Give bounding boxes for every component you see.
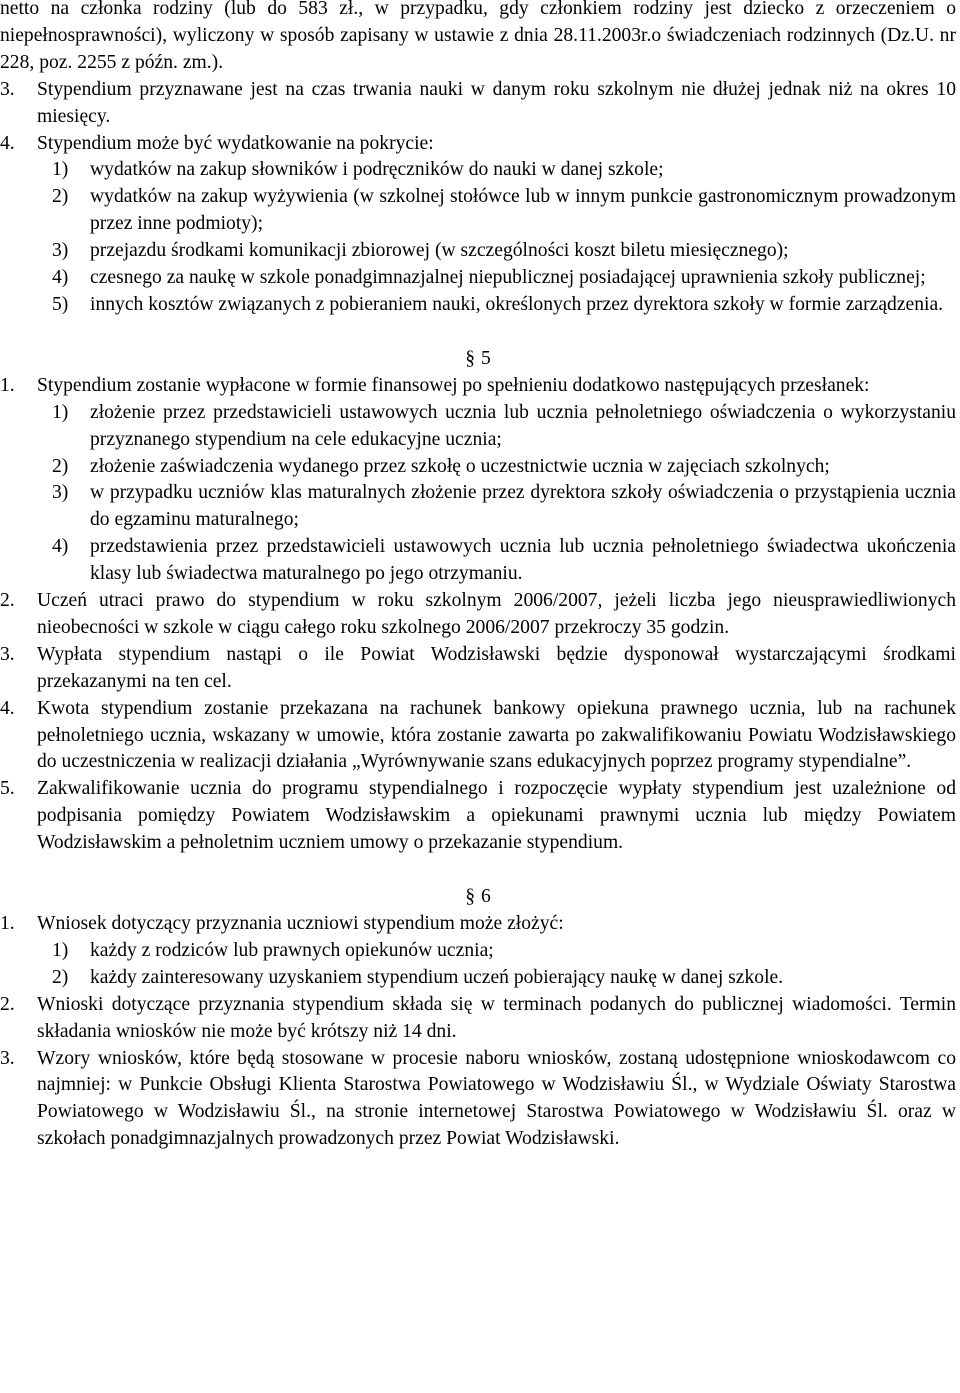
paragraph-text: Wniosek dotyczący przyznania uczniowi stypendium może złożyć: [37,913,564,934]
section-heading [0,884,956,911]
paragraph-text: Stypendium zostanie wypłacone w formie finansowej po spełnieniu dodatkowo następujących przesłanek: [37,374,870,396]
paragraph-text: Uczeń utraci prawo do stypendium w roku szkolnym 2006/2007, jeżeli liczba jego nieusprawiedliwionych nieobecności w szkole w ciągu całego roku szkolnego 2006/2007 przekroczy 35 godzin. [37,590,956,638]
section-heading [0,346,956,373]
paragraph-text: czesnego za naukę w szkole ponadgimnazjalnej niepublicznej posiadającej uprawnienia szkoły publicznej; [90,267,926,289]
sub-item [0,292,956,319]
sub-item-number: 3) [52,482,69,504]
paragraph-text: Kwota stypendium zostanie przekazana na rachunek bankowy opiekuna prawnego ucznia, lub na rachunek pełnoletniego ucznia, wskazany w umowie, która zostanie zawarta po zakwalifikowaniu Powiatu Wodzisławskiego do uczestniczenia w realizacji działania „Wyrównywanie szans edukacyjnych poprzez programy stypendialne”. [37,697,956,773]
paragraph-text: każdy z rodziców lub prawnych opiekunów ucznia; [90,939,494,961]
numbered-paragraph [0,776,956,857]
sub-item [0,265,956,292]
sub-item [0,157,956,184]
numbered-paragraph [0,642,956,696]
sub-item-number: 3) [52,240,69,262]
numbered-paragraph [0,696,956,777]
paragraph-text: przejazdu środkami komunikacji zbiorowej (w szczególności koszt biletu miesięcznego); [90,240,789,262]
numbered-paragraph [0,992,956,1046]
paragraph-text: wydatków na zakup wyżywienia (w szkolnej stołówce lub w innym punkcie gastronomicznym prowadzonym przez inne podmioty); [90,186,956,235]
paragraph-text: netto na członka rodziny (lub do 583 zł., w przypadku, gdy członkiem rodziny jest dziecko z orzeczeniem o niepełnosprawności), wyliczony w sposób zapisany w ustawie z dnia 28.11.2003r.o świadczeniach rodzinnych (Dz.U. nr 228, poz. 2255 z późn. zm.). [0,0,956,73]
numbered-paragraph [0,1046,956,1154]
sub-item-number: 4) [52,536,69,558]
paragraph-text: w przypadku uczniów klas maturalnych złożenie przez dyrektora szkoły oświadczenia o przystąpienia ucznia do egzaminu maturalnego; [90,482,956,531]
paragraph-number: 4. [0,132,15,154]
section-number: 6 [481,886,491,908]
paragraph-number: 5. [0,778,15,800]
section-sign: § [465,886,475,908]
sub-item-number: 4) [52,267,69,289]
sub-item-number: 1) [52,159,69,181]
paragraph-text: Stypendium przyznawane jest na czas trwania nauki w danym roku szkolnym nie dłużej jednak niż na okres 10 miesięcy. [37,78,956,127]
paragraph-number: 2. [0,590,15,612]
sub-item-number: 1) [52,939,69,961]
sub-item [0,938,956,965]
paragraph-text: Zakwalifikowanie ucznia do programu stypendialnego i rozpoczęcie wypłaty stypendium jest uzależnione od podpisania pomiędzy Powiatem Wodzisławskim a opiekunami prawnymi ucznia lub między Powiatem Wodzisławskim a pełnoletnim uczniem umowy o przekazanie stypendium. [37,778,956,854]
paragraph-number: 2. [0,993,15,1015]
sub-item [0,965,956,992]
sub-item-number: 1) [52,401,69,423]
paragraph-number: 3. [0,643,15,665]
numbered-paragraph [0,588,956,642]
paragraph-text: złożenie zaświadczenia wydanego przez szkołę o uczestnictwie ucznia w zajęciach szkolnych; [90,455,830,477]
sub-item-number: 2) [52,966,69,988]
numbered-paragraph [0,373,956,400]
sub-item-number: 5) [52,293,69,315]
paragraph-text: Wypłata stypendium nastąpi o ile Powiat Wodzisławski będzie dysponował wystarczającymi środkami przekazanymi na ten cel. [37,643,956,692]
continuation-paragraph [0,0,956,77]
paragraph-number: 1. [0,913,15,934]
sub-item [0,480,956,534]
paragraph-text: wydatków na zakup słowników i podręczników do nauki w danej szkole; [90,159,664,181]
paragraph-text: Stypendium może być wydatkowanie na pokrycie: [37,132,434,154]
paragraph-text: przedstawienia przez przedstawicieli ustawowych ucznia lub ucznia pełnoletniego świadectwa ukończenia klasy lub świadectwa maturalnego po jego otrzymaniu. [90,536,956,585]
paragraph-number: 1. [0,374,15,396]
sub-item [0,400,956,454]
paragraph-number: 3. [0,78,15,100]
numbered-paragraph [0,131,956,158]
numbered-paragraph [0,911,956,938]
paragraph-text: Wzory wniosków, które będą stosowane w procesie naboru wniosków, zostaną udostępnione wnioskodawcom co najmniej: w Punkcie Obsługi Klienta Starostwa Powiatowego w Wodzisławiu Śl., w Wydziale Oświaty Starostwa Powiatowego w Wodzisławiu Śl., na stronie internetowej Starostwa Powiatowego w Wodzisławiu Śl. oraz w szkołach ponadgimnazjalnych prowadzonych przez Powiat Wodzisławski. [37,1047,956,1150]
sub-item [0,184,956,238]
numbered-paragraph [0,77,956,131]
sub-item [0,534,956,588]
paragraph-text: innych kosztów związanych z pobieraniem nauki, określonych przez dyrektora szkoły w formie zarządzenia. [90,293,944,315]
sub-item-number: 2) [52,186,69,208]
paragraph-number: 3. [0,1047,15,1069]
section-sign: § [465,347,475,369]
sub-item [0,454,956,481]
sub-item [0,238,956,265]
sub-item-number: 2) [52,455,69,477]
paragraph-text: każdy zainteresowany uzyskaniem stypendium uczeń pobierający naukę w danej szkole. [90,966,784,988]
section-number: 5 [481,347,491,369]
paragraph-number: 4. [0,697,15,719]
paragraph-text: Wnioski dotyczące przyznania stypendium składa się w terminach podanych do publicznej wiadomości. Termin składania wniosków nie może być krótszy niż 14 dni. [37,993,956,1042]
paragraph-text: złożenie przez przedstawicieli ustawowych ucznia lub ucznia pełnoletniego oświadczenia o wykorzystaniu przyznanego stypendium na cele edukacyjne ucznia; [90,401,956,450]
